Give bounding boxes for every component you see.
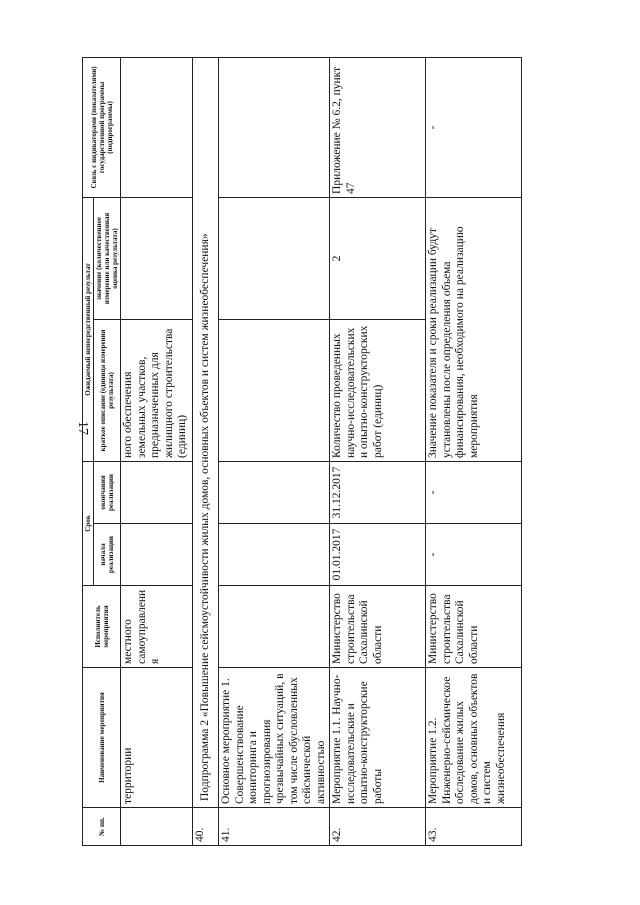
table-row	[330, 57, 426, 845]
row-desc: Количество проведенных научно-исследовательских и опытно-конструкторских работ (единиц)	[330, 319, 426, 461]
row-desc: Значение показателя и сроки реализации будут установлены после определения объема финансирования, необходимого на реализацию мероприятия	[426, 197, 522, 461]
row-num	[121, 808, 193, 846]
page-number: 17	[75, 421, 90, 435]
row-end: 31.12.2017	[330, 461, 426, 523]
table-row	[426, 57, 522, 845]
row-value: 2	[330, 197, 426, 319]
row-num: 40.	[193, 808, 219, 846]
row-num: 43.	[426, 808, 522, 846]
rotated-table-container	[82, 58, 579, 846]
subprogram-title: Подпрограмма 2 «Повышение сейсмоустойчивости жилых домов, основных объектов и систем жизнеобеспечения»	[193, 57, 219, 807]
header-expected: Ожидаемый непосредственный результат	[83, 197, 94, 461]
header-expected-value: значение (количественное измерение или качественная оценка результата)	[94, 197, 121, 319]
row-link: -	[426, 57, 522, 197]
subprogram-row	[193, 57, 219, 845]
program-activities-table	[82, 57, 522, 846]
row-end	[219, 461, 330, 523]
row-end: -	[426, 461, 522, 523]
row-num: 42.	[330, 808, 426, 846]
row-name: Мероприятие 1.2. Инженерно-сейсмическое обследование жилых домов, основных объектов и систем жизнеобеспечения	[426, 668, 522, 808]
row-link: Приложение № 6.2, пункт 47	[330, 57, 426, 197]
header-executor: Исполнитель мероприятия	[83, 586, 121, 668]
row-end	[121, 461, 193, 523]
header-link: Связь с индикаторами (показателями) государственной программы (подпрограммы)	[83, 57, 121, 197]
header-row-1	[83, 57, 94, 845]
row-start	[219, 524, 330, 586]
row-num: 41.	[219, 808, 330, 846]
row-name: Основное мероприятие 1. Совершенствование мониторинга и прогнозирования чрезвычайных ситуаций, в том числе обусловленных сейсмической активностью	[219, 668, 330, 808]
row-start: -	[426, 524, 522, 586]
header-name: Наименование мероприятия	[83, 668, 121, 808]
row-start	[121, 524, 193, 586]
row-desc	[219, 319, 330, 461]
row-executor: Министерство строительства Сахалинской области	[330, 586, 426, 668]
row-start: 01.01.2017	[330, 524, 426, 586]
header-num: № пп.	[83, 808, 121, 846]
row-name: Мероприятие 1.1. Научно-исследовательские и опытно-конструкторские работы	[330, 668, 426, 808]
row-executor: местного самоуправления	[121, 586, 193, 668]
header-term-start: начала реализации	[94, 524, 121, 586]
header-term-end: окончания реализации	[94, 461, 121, 523]
row-desc: ного обеспечения земельных участков, предназначенных для жилищного строительства (единиц)	[121, 319, 193, 461]
row-link	[219, 57, 330, 197]
row-name: территории	[121, 668, 193, 808]
header-expected-desc: краткое описание (единица измерения результата)	[94, 319, 121, 461]
row-value	[121, 197, 193, 319]
table-row	[219, 57, 330, 845]
row-executor	[219, 586, 330, 668]
header-term: Срок	[83, 461, 94, 585]
row-executor: Министерство строительства Сахалинской области	[426, 586, 522, 668]
table-row	[121, 57, 193, 845]
row-value	[219, 197, 330, 319]
row-link	[121, 57, 193, 197]
